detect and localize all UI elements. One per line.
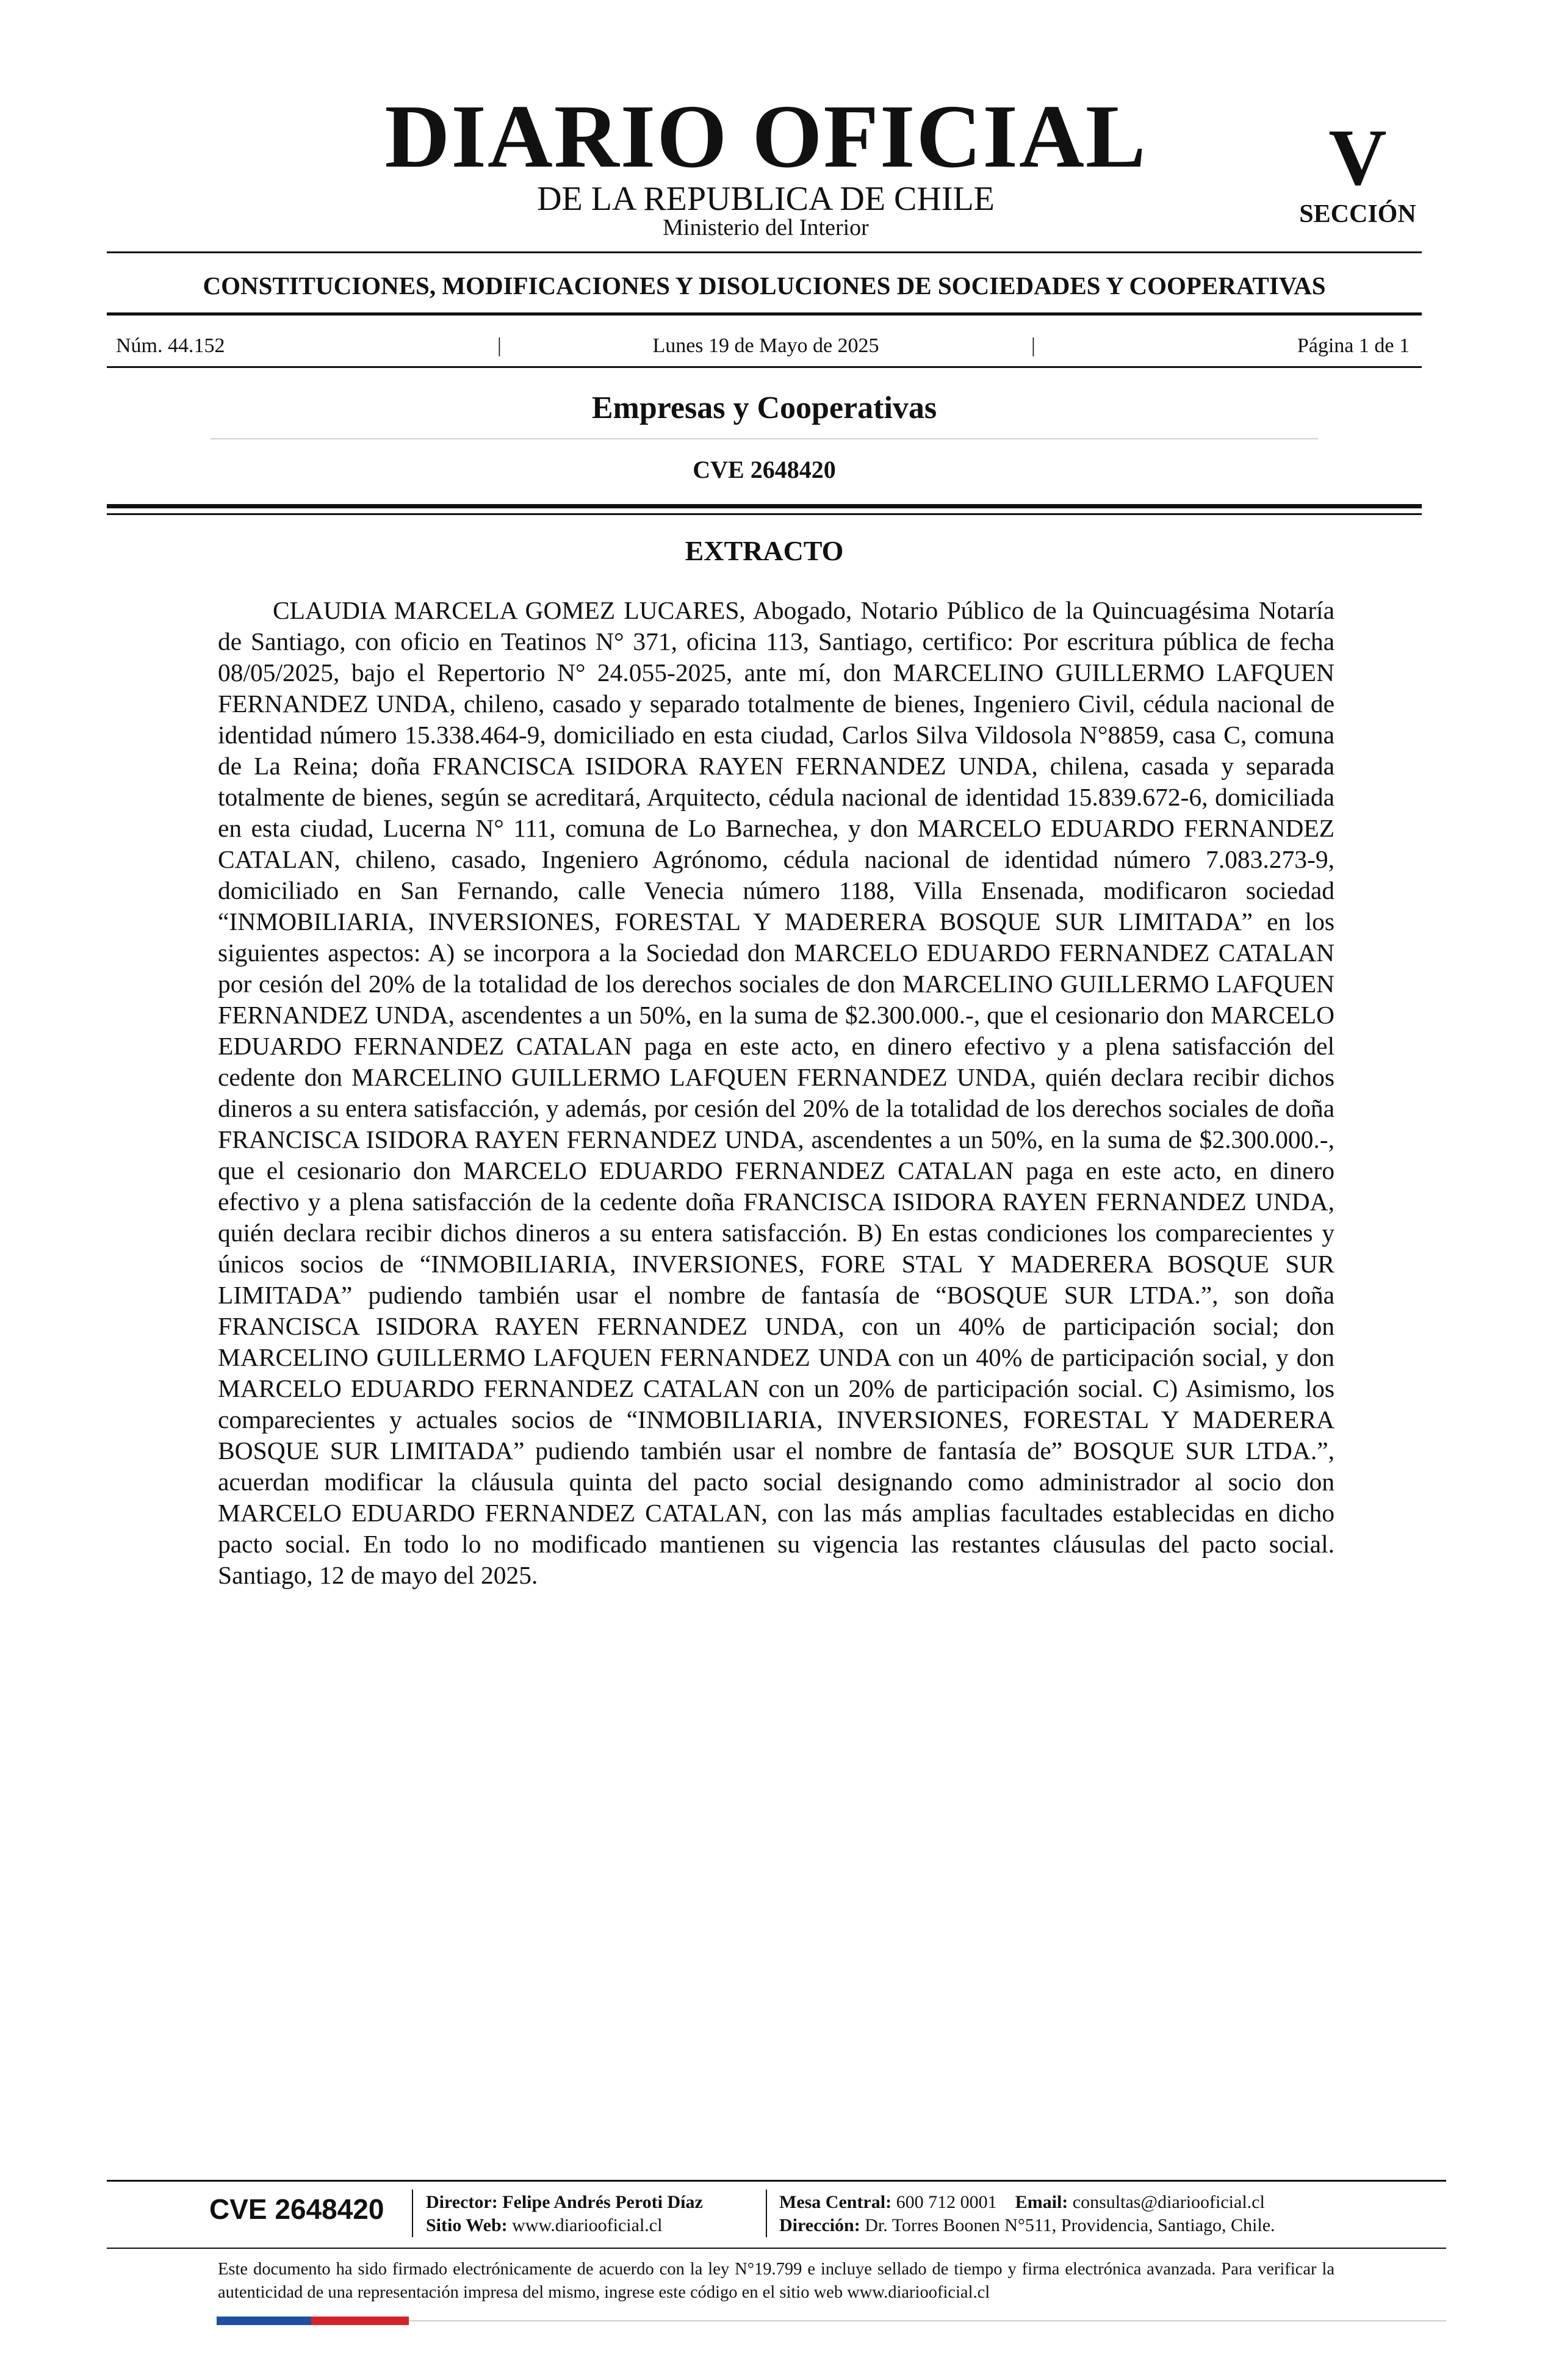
footer-contact-left: [426, 2191, 703, 2237]
website-link[interactable]: www.diariooficial.cl: [512, 2215, 663, 2235]
email-label: Email:: [1015, 2192, 1068, 2212]
website-label: Sitio Web:: [426, 2215, 508, 2235]
footer-separator: [412, 2190, 413, 2237]
cve-code: CVE 2648420: [693, 456, 836, 483]
meta-separator: |: [497, 334, 502, 357]
flag-stripe-red: [311, 2317, 409, 2325]
issue-number: Núm. 44.152: [116, 334, 225, 357]
footer-cve-code: CVE 2648420: [209, 2193, 384, 2225]
content-divider-thin: [107, 513, 1422, 515]
section-divider: [211, 438, 1318, 439]
document-heading: EXTRACTO: [685, 535, 844, 566]
category-divider: [107, 312, 1422, 316]
category-title: CONSTITUCIONES, MODIFICACIONES Y DISOLUCIONES DE SOCIEDADES Y COOPERATIVAS: [203, 272, 1326, 300]
document-body: CLAUDIA MARCELA GOMEZ LUCARES, Abogado, Notario Público de la Quincuagésima Notaría de Santiago, con oficio en Teatinos N° 371, oficina 113, Santiago, certifico: Por escritura pública de fecha 08/05/2025, bajo el Repertorio N° 24.055-2025, ante mí, don MARCELINO GUILLERMO LAFQUEN FERNANDEZ UNDA, chileno, casado y separado totalmente de bienes, Ingeniero Civil, cédula nacional de identidad número 15.338.464-9, domiciliado en esta ciudad, Carlos Silva Vildosola N°8859, casa C, comuna de La Reina; doña FRANCISCA ISIDORA RAYEN FERNANDEZ UNDA, chilena, casada y separada totalmente de bienes, según se acreditará, Arquitecto, cédula nacional de identidad 15.839.672-6, domiciliada en esta ciudad, Lucerna N° 111, comuna de Lo Barnechea, y don MARCELO EDUARDO FERNANDEZ CATALAN, chileno, casado, Ingeniero Agrónomo, cédula nacional de identidad número 7.083.273-9, domiciliado en San Fernando, calle Venecia número 1188, Villa Ensenada, modificaron sociedad “INMOBILIARIA, INVERSIONES, FORESTAL Y MADERERA BOSQUE SUR LIMITADA” en los siguientes aspectos: A) se incorpora a la Sociedad don MARCELO EDUARDO FERNANDEZ CATALAN por cesión del 20% de la totalidad de los derechos sociales de don MARCELINO GUILLERMO LAFQUEN FERNANDEZ UNDA, ascendentes a un 50%, en la suma de $2.300.000.-, que el cesionario don MARCELO EDUARDO FERNANDEZ CATALAN paga en este acto, en dinero efectivo y a plena satisfacción del cedente don MARCELINO GUILLERMO LAFQUEN FERNANDEZ UNDA, quién declara recibir dichos dineros a su entera satisfacción, y además, por cesión del 20% de la totalidad de los derechos sociales de doña FRANCISCA ISIDORA RAYEN FERNANDEZ UNDA, ascendentes a un 50%, en la suma de $2.300.000.-, que el cesionario don MARCELO EDUARDO FERNANDEZ CATALAN paga en este acto, en dinero efectivo y a plena satisfacción de la cedente doña FRANCISCA ISIDORA RAYEN FERNANDEZ UNDA, quién declara recibir dichos dineros a su entera satisfacción. B) En estas condiciones los comparecientes y únicos socios de “INMOBILIARIA, INVERSIONES, FORE STAL Y MADERERA BOSQUE SUR LIMITADA” pudiendo también usar el nombre de fantasía de “BOSQUE SUR LTDA.”, son doña FRANCISCA ISIDORA RAYEN FERNANDEZ UNDA, con un 40% de participación social; don MARCELINO GUILLERMO LAFQUEN FERNANDEZ UNDA con un 40% de participación social, y don MARCELO EDUARDO FERNANDEZ CATALAN con un 20% de participación social. C) Asimismo, los comparecientes y actuales socios de “INMOBILIARIA, INVERSIONES, FORESTAL Y MADERERA BOSQUE SUR LIMITADA” pudiendo también usar el nombre de fantasía de” BOSQUE SUR LTDA.”, acuerdan modificar la cláusula quinta del pacto social designando como administrador al socio don MARCELO EDUARDO FERNANDEZ CATALAN, con las más amplias facultades establecidas en dicho pacto social. En todo lo no modificado mantienen su vigencia las restantes cláusulas del pacto social. Santiago, 12 de mayo del 2025.: [218, 596, 1334, 1589]
mesa-central-phone: 600 712 0001: [896, 2192, 997, 2212]
email-link[interactable]: consultas@diariooficial.cl: [1072, 2192, 1265, 2212]
issue-date: Lunes 19 de Mayo de 2025: [652, 334, 879, 357]
footer-contact-right: [779, 2191, 1275, 2237]
section-title: Empresas y Cooperativas: [591, 391, 937, 425]
address-value: Dr. Torres Boonen N°511, Providencia, Santiago, Chile.: [865, 2215, 1275, 2235]
header-divider: [107, 251, 1422, 253]
ministry-label: Ministerio del Interior: [663, 215, 869, 240]
footer-divider: [107, 2180, 1446, 2182]
footer-separator: [766, 2190, 767, 2237]
footer-legal-note: Este documento ha sido firmado electrónicamente de acuerdo con la ley N°19.799 e incluye sellado de tiempo y firma electrónica avanzada. Para verificar la autenticidad de una representación impresa del mismo, ingrese este código en el sitio web www.diariooficial.cl: [218, 2260, 1334, 2302]
page-indicator: Página 1 de 1: [1297, 334, 1410, 357]
director-name: Felipe Andrés Peroti Díaz: [502, 2192, 703, 2212]
content-divider-thick: [107, 504, 1422, 508]
newspaper-title: DIARIO OFICIAL: [384, 87, 1147, 187]
footer-bottom-line: [409, 2320, 1446, 2321]
footer-divider-lower: [107, 2248, 1446, 2249]
director-label: Director:: [426, 2192, 498, 2212]
mesa-central-label: Mesa Central:: [779, 2192, 892, 2212]
section-label: SECCIÓN: [1299, 200, 1416, 228]
meta-separator: |: [1031, 334, 1036, 357]
meta-divider: [107, 366, 1422, 368]
address-label: Dirección:: [779, 2215, 860, 2235]
flag-stripe-blue: [217, 2317, 311, 2325]
newspaper-subtitle: DE LA REPUBLICA DE CHILE: [537, 180, 995, 218]
section-numeral: V: [1328, 112, 1387, 202]
